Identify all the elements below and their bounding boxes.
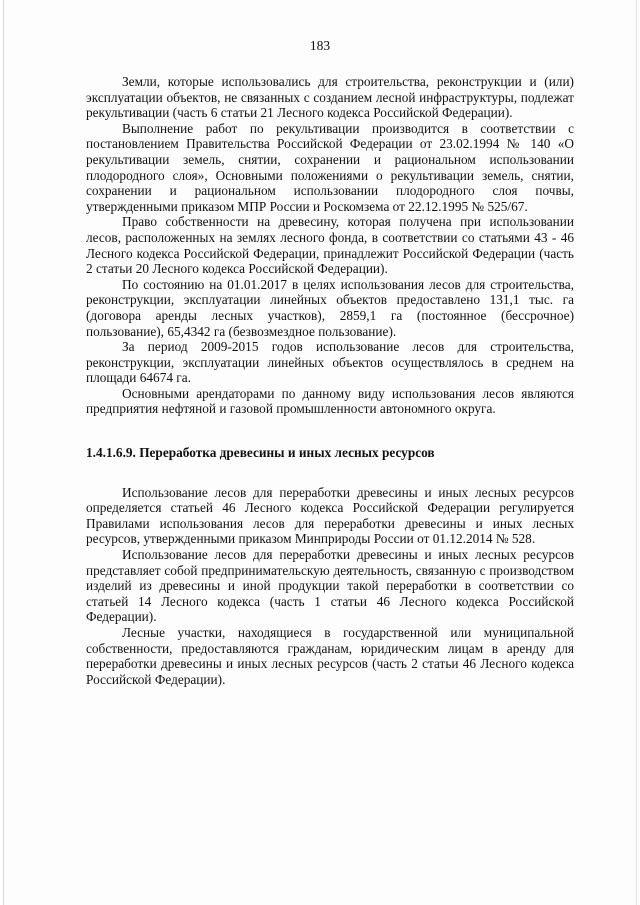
paragraph-main-lessees: Основными арендаторами по данному виду использования лесов являются предприятия нефтяной и газовой промышленности автономного округа. (86, 385, 574, 417)
paragraph-plots-lease: Лесные участки, находящиеся в государственной или муниципальной собственности, предоставляются гражданам, юридическим лицам в аренду для переработки древесины и иных лесных ресурсов (часть 2 статьи 46 Лесного кодекса Российской Федерации). (86, 625, 574, 687)
paragraph-reclamation-regulations: Выполнение работ по рекультивации производится в соответствии с постановлением Правительства Российской Федерации от 23.02.1994 № 140 «О рекультивации земель, снятии, сохранении и рациональном использовании плодородного слоя», Основными положениями о рекультивации земель, снятии, сохранении и рациональном использовании плодородного слоя почвы, утвержденными приказом МПР России и Роскомзема от 22.12.1995 № 525/67. (86, 120, 574, 214)
paragraph-average-area: За период 2009-2015 годов использование лесов для строительства, реконструкции, эксплуатации линейных объектов осуществлялось в среднем на площади 64674 га. (86, 339, 574, 386)
document-body (86, 74, 574, 687)
paragraph-reclamation-obligation: Земли, которые использовались для строительства, реконструкции и (или) эксплуатации объектов, не связанных с созданием лесной инфраструктуры, подлежат рекультивации (часть 6 статьи 21 Лесного кодекса Российской Федерации). (86, 74, 574, 121)
paragraph-area-provided: По состоянию на 01.01.2017 в целях использования лесов для строительства, реконструкции, эксплуатации линейных объектов предоставлено 131,1 тыс. га (договора аренды лесных участков), 2859,1 га (постоянное (бессрочное) пользование), 65,4342 га (безвозмездное пользование). (86, 276, 574, 339)
scan-edge-left (3, 0, 4, 905)
paragraph-processing-regulation: Использование лесов для переработки древесины и иных лесных ресурсов определяется статьей 46 Лесного кодекса Российской Федерации регулируется Правилами использования лесов для переработки древесины и иных лесных ресурсов, утвержденными приказом Минприроды России от 01.12.2014 № 528. (86, 484, 574, 547)
paragraph-processing-activity: Использование лесов для переработки древесины и иных лесных ресурсов представляет собой предпринимательскую деятельность, связанную с производством изделий из древесины и иной продукции такой переработки в соответствии со статьей 14 Лесного кодекса (часть 1 статьи 46 Лесного кодекса Российской Федерации). (86, 547, 574, 625)
page-number: 183 (309, 38, 331, 53)
scan-edge-right (636, 0, 637, 905)
section-heading: 1.4.1.6.9. Переработка древесины и иных лесных ресурсов (86, 445, 435, 461)
paragraph-timber-ownership: Право собственности на древесину, которая получена при использовании лесов, расположенных на землях лесного фонда, в соответствии со статьями 43 - 46 Лесного кодекса Российской Федерации, принадлежит Российской Федерации (часть 2 статьи 20 Лесного кодекса Российской Федерации). (86, 214, 574, 277)
